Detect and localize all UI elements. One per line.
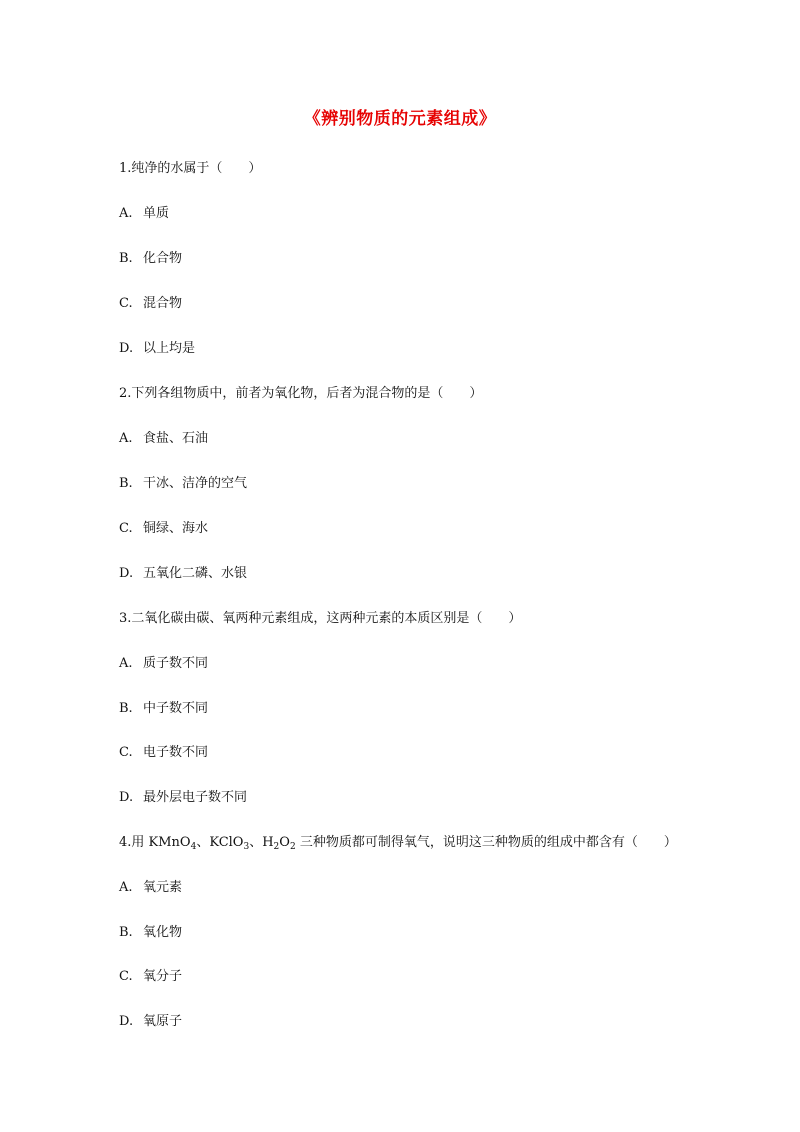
- stem-text: 、H: [249, 835, 274, 850]
- question-2-option-d: [119, 565, 247, 583]
- question-4-option-a: [119, 879, 182, 897]
- option-text: 氧分子: [143, 969, 183, 984]
- option-letter: D.: [119, 566, 134, 581]
- stem-text: 三种物质都可制得氧气，说明这三种物质的组成中都含有（ ）: [295, 835, 677, 850]
- option-letter: C.: [119, 296, 133, 311]
- stem-text: 4.用 KMnO: [119, 835, 191, 850]
- option-letter: B.: [119, 701, 133, 716]
- subscript: 4: [190, 842, 197, 852]
- stem-text: 、KClO: [196, 835, 244, 850]
- question-2-option-b: [119, 475, 247, 493]
- subscript: 2: [273, 842, 280, 852]
- option-letter: D.: [119, 341, 134, 356]
- option-text: 单质: [143, 206, 170, 221]
- option-text: 氧原子: [143, 1014, 183, 1029]
- question-1-option-c: [119, 295, 182, 313]
- option-text: 最外层电子数不同: [143, 790, 248, 805]
- subscript: 2: [289, 842, 296, 852]
- option-text: 质子数不同: [143, 656, 209, 671]
- question-1-stem: 1.纯净的水属于（ ）: [119, 161, 262, 176]
- question-3-option-d: [119, 789, 247, 807]
- option-text: 电子数不同: [143, 745, 209, 760]
- subscript: 3: [243, 842, 250, 852]
- question-3-option-c: [119, 744, 208, 762]
- option-text: 氧化物: [143, 925, 183, 940]
- question-3-option-b: [119, 700, 208, 718]
- question-4-stem: [119, 834, 677, 852]
- option-letter: C.: [119, 521, 133, 536]
- question-4-option-d: [119, 1013, 182, 1031]
- option-text: 氧元素: [143, 880, 183, 895]
- question-3-stem: 3.二氧化碳由碳、氧两种元素组成，这两种元素的本质区别是（ ）: [119, 611, 522, 626]
- option-text: 中子数不同: [143, 701, 209, 716]
- option-text: 干冰、洁净的空气: [143, 476, 248, 491]
- option-text: 五氧化二磷、水银: [143, 566, 248, 581]
- option-letter: A.: [119, 656, 133, 671]
- option-letter: A.: [119, 206, 133, 221]
- option-letter: B.: [119, 476, 133, 491]
- option-text: 铜绿、海水: [143, 521, 209, 536]
- option-letter: D.: [119, 790, 134, 805]
- question-2-option-a: [119, 430, 208, 448]
- question-3-option-a: [119, 655, 208, 673]
- question-4-option-b: [119, 924, 182, 942]
- option-letter: A.: [119, 880, 133, 895]
- option-text: 化合物: [143, 251, 183, 266]
- question-1-option-a: [119, 205, 169, 223]
- option-letter: A.: [119, 431, 133, 446]
- option-letter: C.: [119, 969, 133, 984]
- option-text: 以上均是: [143, 341, 196, 356]
- stem-text: O: [279, 835, 290, 850]
- option-text: 混合物: [143, 296, 183, 311]
- question-2-option-c: [119, 520, 208, 538]
- question-1-option-b: [119, 250, 182, 268]
- question-4-option-c: [119, 968, 182, 986]
- option-letter: D.: [119, 1014, 134, 1029]
- question-1-option-d: [119, 340, 195, 358]
- option-text: 食盐、石油: [143, 431, 209, 446]
- option-letter: B.: [119, 925, 133, 940]
- option-letter: C.: [119, 745, 133, 760]
- question-2-stem: 2.下列各组物质中，前者为氧化物，后者为混合物的是（ ）: [119, 386, 483, 401]
- option-letter: B.: [119, 251, 133, 266]
- document-title: 《辨别物质的元素组成》: [303, 109, 497, 129]
